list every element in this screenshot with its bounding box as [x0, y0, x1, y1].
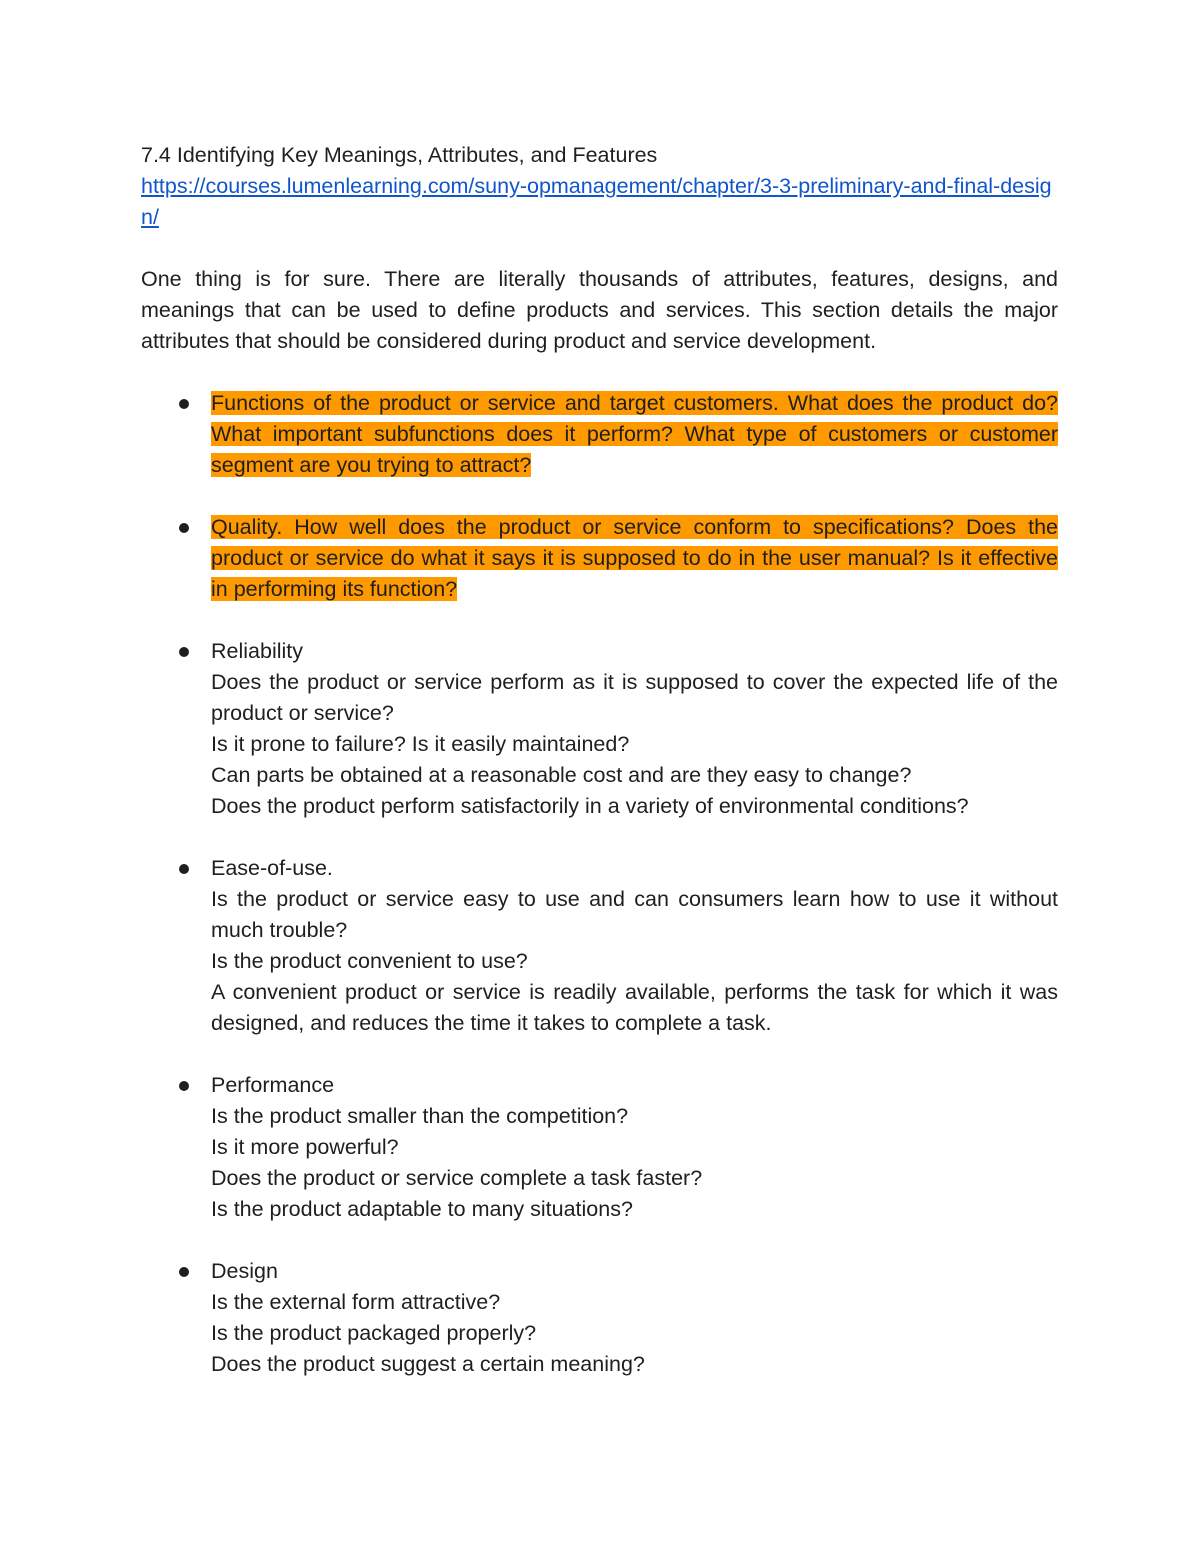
item-line: Is it more powerful?	[211, 1135, 399, 1159]
list-item-design	[141, 1256, 1058, 1380]
item-line: Is it prone to failure? Is it easily maintained?	[211, 732, 630, 756]
bullet-icon	[179, 1267, 189, 1277]
intro-paragraph: One thing is for sure. There are literally thousands of attributes, features, designs, and meanings that can be used to define products and services. This section details the major attributes that should be considered during product and service development.	[141, 267, 1058, 353]
item-heading: Ease-of-use.	[211, 856, 333, 880]
item-line: Is the external form attractive?	[211, 1290, 501, 1314]
attribute-list	[141, 388, 1058, 1380]
item-heading: Design	[211, 1259, 278, 1283]
highlighted-text-quality: Quality. How well does the product or service conform to specifications? Does the product or service do what it says it is supposed to do in the user manual? Is it effective in performing its function?	[211, 515, 1058, 601]
item-line: Does the product perform satisfactorily in a variety of environmental conditions?	[211, 794, 969, 818]
bullet-icon	[179, 399, 189, 409]
bullet-icon	[179, 864, 189, 874]
item-line: Does the product suggest a certain meaning?	[211, 1352, 645, 1376]
item-line: Does the product or service perform as it is supposed to cover the expected life of the product or service?	[211, 670, 1058, 725]
item-heading: Performance	[211, 1073, 335, 1097]
bullet-icon	[179, 523, 189, 533]
bullet-icon	[179, 647, 189, 657]
document-page	[141, 140, 1058, 1411]
item-line: Is the product adaptable to many situations?	[211, 1197, 633, 1221]
list-item-quality	[141, 512, 1058, 605]
list-item-performance	[141, 1070, 1058, 1225]
item-line: Is the product packaged properly?	[211, 1321, 537, 1345]
item-line: Is the product convenient to use?	[211, 949, 528, 973]
item-line: Can parts be obtained at a reasonable cost and are they easy to change?	[211, 763, 912, 787]
list-item-ease-of-use	[141, 853, 1058, 1039]
bullet-icon	[179, 1081, 189, 1091]
highlighted-text-functions: Functions of the product or service and target customers. What does the product do? What important subfunctions does it perform? What type of customers or customer segment are you trying to attract?	[211, 391, 1058, 477]
list-item-functions	[141, 388, 1058, 481]
source-link[interactable]: https://courses.lumenlearning.com/suny-opmanagement/chapter/3-3-preliminary-and-final-design/	[141, 174, 1052, 229]
item-heading: Reliability	[211, 639, 304, 663]
document-title: 7.4 Identifying Key Meanings, Attributes, and Features	[141, 143, 658, 167]
item-line: A convenient product or service is readily available, performs the task for which it was designed, and reduces the time it takes to complete a task.	[211, 980, 1058, 1035]
list-item-reliability	[141, 636, 1058, 822]
item-line: Is the product or service easy to use and can consumers learn how to use it without much trouble?	[211, 887, 1058, 942]
item-line: Is the product smaller than the competition?	[211, 1104, 629, 1128]
item-line: Does the product or service complete a task faster?	[211, 1166, 703, 1190]
